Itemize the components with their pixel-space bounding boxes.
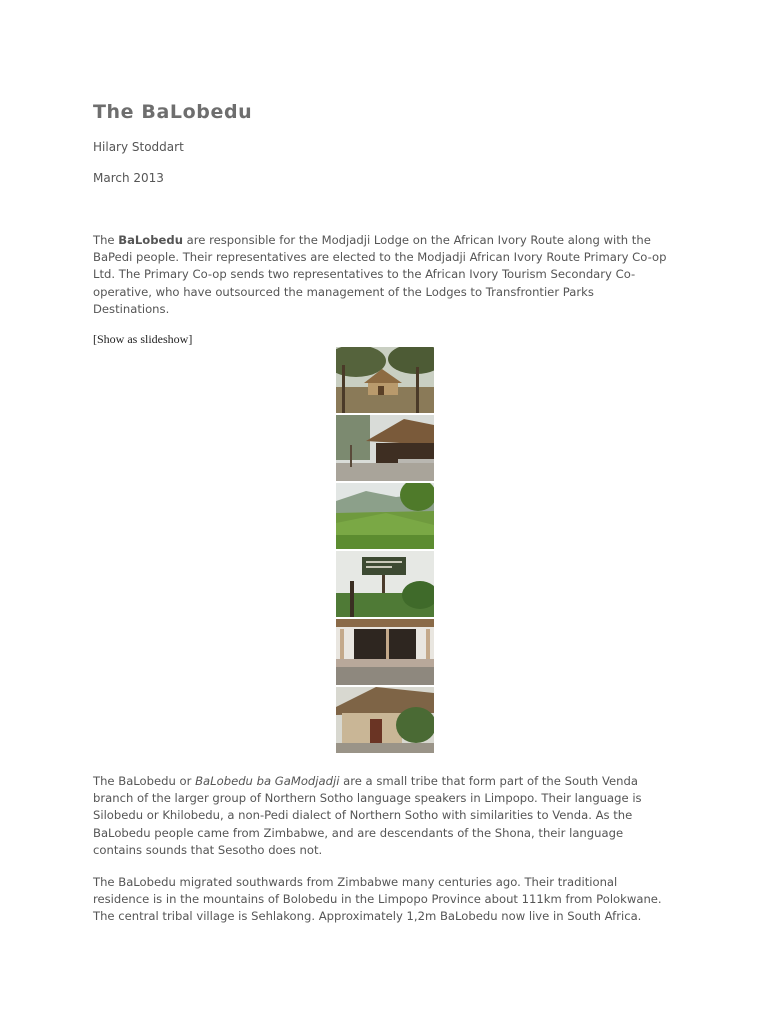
thatched-hut-under-trees-photo[interactable] (336, 347, 434, 413)
green-valley-landscape-photo[interactable] (336, 483, 434, 549)
intro-paragraph (93, 232, 673, 318)
article-date: March 2013 (93, 171, 164, 185)
thatched-lodge-veranda-photo[interactable] (336, 415, 434, 481)
painted-rondavel-entrance-photo[interactable] (336, 619, 434, 685)
wooden-signboard-photo[interactable] (336, 551, 434, 617)
thatched-hut-with-cycad-photo[interactable] (336, 687, 434, 753)
intro-bold-term: BaLobedu (118, 233, 183, 247)
para2-lead: The BaLobedu or (93, 774, 196, 788)
paragraph-migration: The BaLobedu migrated southwards from Zimbabwe many centuries ago. Their traditional residence is in the mountains of Bolobedu in the Limpopo Province about 111km from Polokwane. The central tribal village is Sehlakong. Approximately 1,2m BaLobedu now live in South Africa. (93, 875, 662, 924)
photo-gallery (336, 347, 434, 755)
para2-rest: are a small tribe that form part of the South Venda branch of the larger group of Northern Sotho language speakers in Limpopo. Their language is Silobedu or Khilobedu, a non-Pedi dialect of Northern Sotho with similarities to Venda. As the BaLobedu people came from Zimbabwe, and are descendants of the Shona, their language contains sounds that Sesotho does not. (93, 774, 642, 857)
paragraph-language (93, 773, 653, 859)
article-author: Hilary Stoddart (93, 140, 184, 154)
para2-italic-term: BaLobedu ba GaModjadji (195, 774, 340, 788)
intro-rest: are responsible for the Modjadji Lodge on the African Ivory Route along with the BaPedi people. Their representatives are elected to the Modjadji African Ivory Route Primary Co-op Ltd. The Primary Co-op sends two representatives to the African Ivory Tourism Secondary Co-operative, who have outsourced the management of the Lodges to Transfrontier Parks Destinations. (93, 233, 667, 316)
show-as-slideshow-link[interactable]: [Show as slideshow] (93, 332, 193, 347)
article-title: The BaLobedu (93, 101, 253, 123)
intro-lead: The (93, 233, 119, 247)
article (93, 98, 673, 924)
